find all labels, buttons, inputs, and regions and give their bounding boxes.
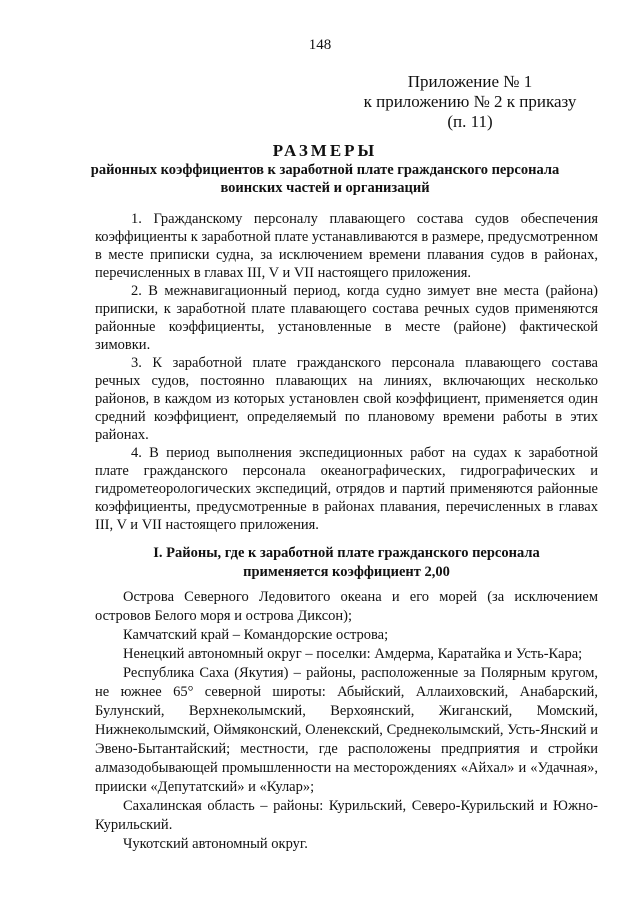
region-item: Ненецкий автономный округ – поселки: Амдерма, Каратайка и Усть-Кара;: [123, 646, 583, 662]
paragraph-3: 3. К заработной плате гражданского персонала плавающего состава речных судов, постоянно плавающих на линиях, включающих несколько районов, в каждом из которых установлен свой коэффициент, применяется один средний коэффициент, определяемый по плановому времени работы в этих районах.: [95, 355, 598, 443]
appendix-line-2: к приложению № 2 к приказу: [363, 92, 577, 111]
section-1-heading-line-1: I. Районы, где к заработной плате гражданского персонала: [153, 545, 540, 561]
title-main: РАЗМЕРЫ: [272, 141, 378, 160]
document-title: [60, 141, 590, 197]
appendix-line-1: Приложение № 1: [407, 72, 533, 91]
appendix-header: [340, 72, 600, 132]
paragraph-2: 2. В межнавигационный период, когда судно зимует вне места (района) приписки, к заработной плате плавающего состава речных судов применяются районные коэффициенты, установленные в месте (районе) фактической зимовки.: [95, 283, 598, 353]
region-item: Сахалинская область – районы: Курильский, Северо-Курильский и Южно-Курильский.: [95, 798, 598, 833]
region-item: Чукотский автономный округ.: [123, 836, 308, 852]
page-number: 148: [308, 37, 332, 53]
paragraph-4: 4. В период выполнения экспедиционных работ на судах к заработной плате гражданского персонала океанографических, гидрографических и гидрометеорологических экспедиций, отрядов и партий применяются районные коэффициенты, предусмотренные в районах плавания, перечисленных в главах III, V и VII настоящего приложения.: [95, 445, 598, 533]
region-item: Камчатский край – Командорские острова;: [123, 627, 389, 643]
region-item: Острова Северного Ледовитого океана и его морей (за исключением островов Белого моря и острова Диксон);: [95, 589, 598, 624]
paragraph-1: 1. Гражданскому персоналу плавающего состава судов обеспечения коэффициенты к заработной плате устанавливаются в размере, предусмотренном в месте приписки судна, за исключением времени плавания судов в районах, перечисленных в главах III, V и VII настоящего приложения.: [95, 211, 599, 281]
section-1-regions: [95, 588, 598, 854]
title-subtitle-line-1: районных коэффициентов к заработной плате гражданского персонала: [90, 162, 560, 178]
section-1-heading-line-2: применяется коэффициент 2,00: [243, 564, 450, 580]
region-item: Республика Саха (Якутия) – районы, расположенные за Полярным кругом, не южнее 65° северной широты: Абыйский, Аллаиховский, Анабарский, Булунский, Верхнеколымский, Верхоянский, Жиганский, Момский, Нижнеколымский, Оймяконский, Оленекский, Среднеколымский, Усть-Янский и Эвено-Бытантайский; местности, где расположены предприятия и стройки алмазодобывающей промышленности на месторождениях «Айхал» и «Удачная», прииски «Депутатский» и «Кулар»;: [95, 665, 598, 795]
section-1-heading: [95, 544, 598, 582]
title-subtitle-line-2: воинских частей и организаций: [220, 180, 430, 196]
general-provisions: [95, 210, 598, 534]
appendix-line-3: (п. 11): [447, 112, 493, 131]
